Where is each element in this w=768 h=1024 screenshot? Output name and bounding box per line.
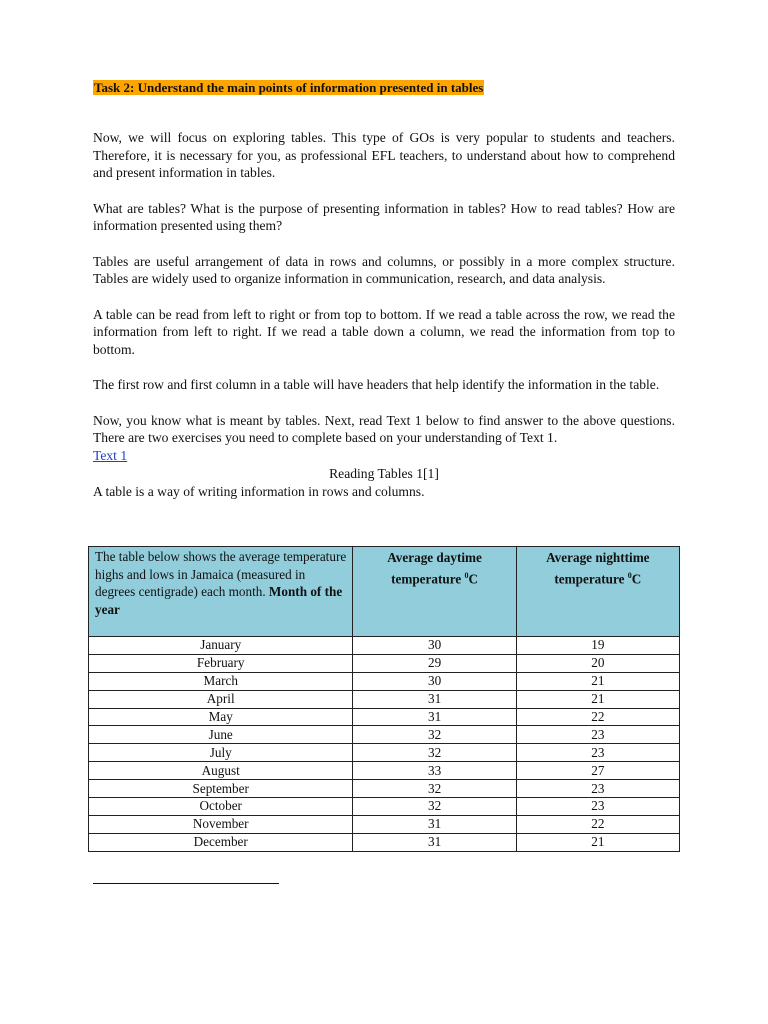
degree-sup: 0: [464, 570, 469, 580]
cell-daytime: 30: [353, 637, 516, 655]
cell-daytime: 31: [353, 815, 516, 833]
degree-sup: 0: [627, 570, 632, 580]
cell-daytime: 31: [353, 833, 516, 851]
table-body: [89, 637, 680, 852]
header-nighttime-label: Average nighttime temperature: [546, 550, 650, 586]
document-page: [93, 79, 675, 500]
cell-month: March: [89, 672, 353, 690]
table-row: [89, 637, 680, 655]
cell-daytime: 31: [353, 690, 516, 708]
table-row: [89, 762, 680, 780]
header-month: [89, 547, 353, 637]
cell-month: December: [89, 833, 353, 851]
paragraph-questions: What are tables? What is the purpose of presenting information in tables? How to read tables? How are information presented using them?: [93, 200, 675, 233]
table-row: [89, 744, 680, 762]
cell-nighttime: 23: [516, 726, 679, 744]
cell-daytime: 32: [353, 798, 516, 816]
header-daytime: [353, 547, 516, 637]
cell-daytime: 31: [353, 708, 516, 726]
paragraph-instructions: Now, you know what is meant by tables. Next, read Text 1 below to find answer to the above questions. There are two exercises you need to complete based on your understanding of Text 1.: [93, 412, 675, 445]
unit-label: C: [631, 570, 642, 586]
table-row: [89, 726, 680, 744]
cell-nighttime: 23: [516, 780, 679, 798]
paragraph-intro: Now, we will focus on exploring tables. This type of GOs is very popular to students and teachers. Therefore, it is necessary for you, as professional EFL teachers, to understand about how to comprehend and present information in tables.: [93, 130, 675, 180]
header-month-description: The table below shows the average temperature highs and lows in Jamaica (measured in degrees centigrade) each month.: [95, 549, 347, 599]
cell-daytime: 32: [353, 780, 516, 798]
cell-daytime: 29: [353, 654, 516, 672]
text-1-link[interactable]: Text 1: [93, 447, 128, 463]
cell-nighttime: 23: [516, 744, 679, 762]
cell-nighttime: 21: [516, 833, 679, 851]
cell-month: April: [89, 690, 353, 708]
cell-nighttime: 21: [516, 672, 679, 690]
cell-month: August: [89, 762, 353, 780]
temperature-table: [88, 546, 680, 852]
cell-nighttime: 20: [516, 654, 679, 672]
paragraph-headers: The first row and first column in a table will have headers that help identify the information in the table.: [93, 377, 660, 392]
task-title: Task 2: Understand the main points of information presented in tables: [94, 80, 484, 95]
cell-daytime: 30: [353, 672, 516, 690]
cell-month: October: [89, 798, 353, 816]
cell-daytime: 33: [353, 762, 516, 780]
paragraph-definition: Tables are useful arrangement of data in rows and columns, or possibly in a more complex structure. Tables are widely used to organize information in communication, research, and data analysis.: [93, 253, 675, 286]
cell-nighttime: 23: [516, 798, 679, 816]
cell-month: May: [89, 708, 353, 726]
cell-month: June: [89, 726, 353, 744]
header-nighttime: [516, 547, 679, 637]
table-title: Reading Tables 1[1]: [329, 465, 439, 481]
table-row: [89, 672, 680, 690]
cell-month: July: [89, 744, 353, 762]
cell-month: January: [89, 637, 353, 655]
cell-nighttime: 22: [516, 708, 679, 726]
cell-nighttime: 19: [516, 637, 679, 655]
table-row: [89, 654, 680, 672]
cell-month: September: [89, 780, 353, 798]
table-row: [89, 780, 680, 798]
paragraph-reading-direction: A table can be read from left to right or from top to bottom. If we read a table across the row, we read the information from left to right. If we read a table down a column, we read the information from top to bottom.: [93, 306, 675, 357]
table-row: [89, 708, 680, 726]
cell-daytime: 32: [353, 744, 516, 762]
cell-nighttime: 27: [516, 762, 679, 780]
table-row: [89, 798, 680, 816]
unit-label: C: [468, 570, 478, 586]
table-caption: A table is a way of writing information in rows and columns.: [93, 483, 425, 499]
cell-daytime: 32: [353, 726, 516, 744]
cell-nighttime: 22: [516, 815, 679, 833]
table-header-row: [89, 547, 680, 637]
cell-month: November: [89, 815, 353, 833]
table-row: [89, 690, 680, 708]
table-row: [89, 833, 680, 851]
table-row: [89, 815, 680, 833]
header-month-label: Month of the year: [95, 584, 343, 617]
header-daytime-label: Average daytime temperature: [387, 550, 482, 586]
cell-month: February: [89, 654, 353, 672]
footnote-separator: [93, 883, 279, 884]
cell-nighttime: 21: [516, 690, 679, 708]
